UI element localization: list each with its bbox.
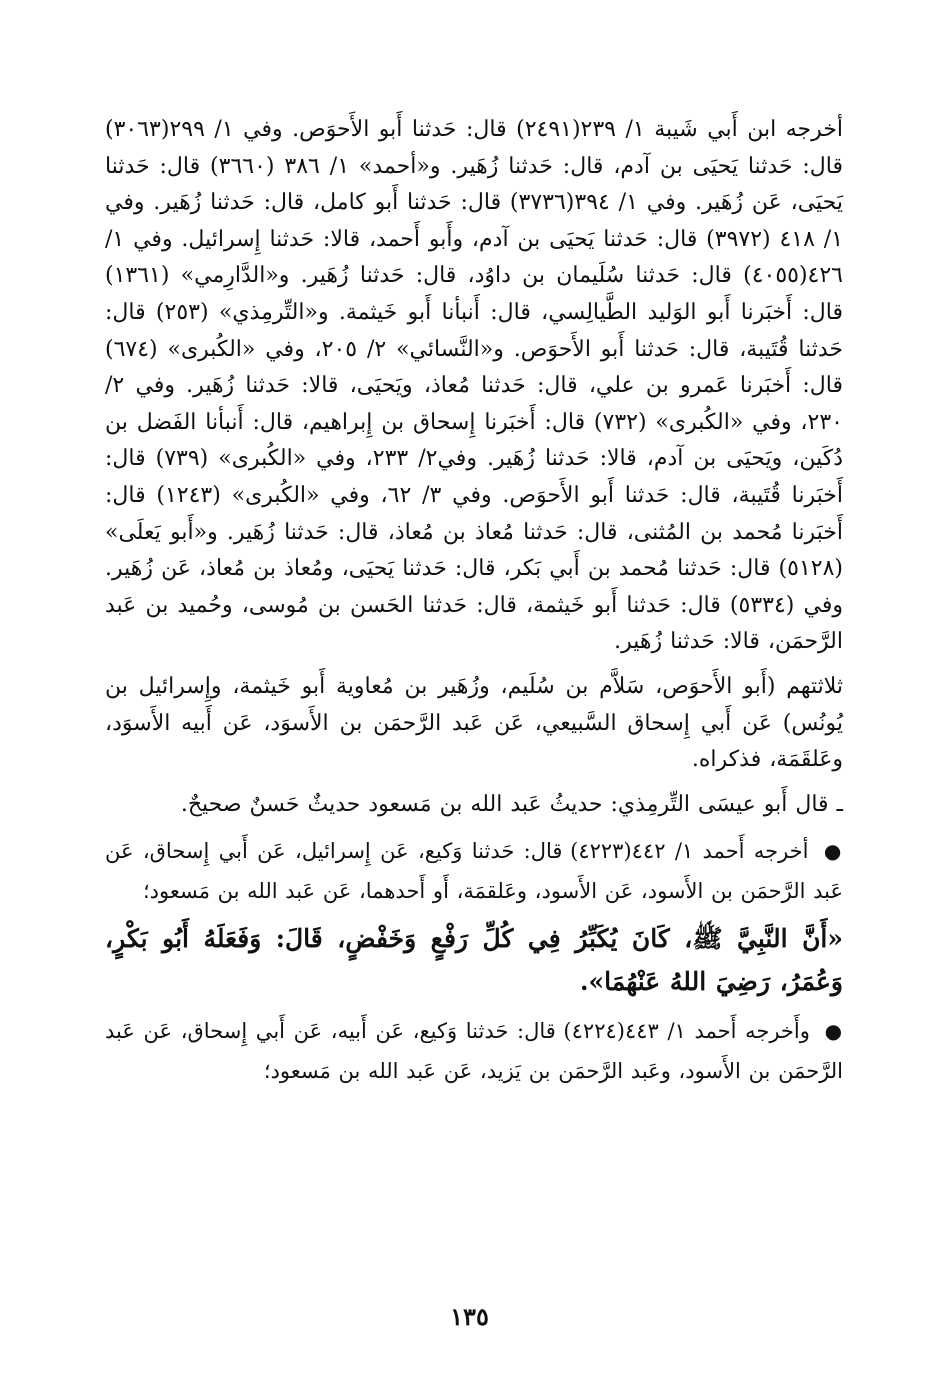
paragraph-text: أخرجه أَحمد ١/ ٤٤٢(٤٢٢٣) قال: حَدثنا وَكيع، عَن إِسرائيل، عَن أَبي إِسحاق، عَن عَبد الرَّحمَن بن الأَسود، عَن الأَسود، وعَلقمَة، أَو أَحدهما، عَن عَبد الله بن مَسعود؛ [105, 839, 843, 904]
paragraph-tirmidhi-hukm [105, 787, 843, 824]
page-number: ١٣٥ [450, 1302, 489, 1331]
bullet-icon: ● [824, 1019, 843, 1044]
paragraph-thalathatuhum [105, 669, 843, 779]
paragraph-takhrij-main [105, 112, 843, 661]
paragraph-text: «أَنَّ النَّبِيَّ ﷺ، كَانَ يُكَبِّرُ فِي كُلِّ رَفْعٍ وَخَفْضٍ، قَالَ: وَفَعَلَهُ أَبُو بَكْرٍ، وَعُمَرُ، رَضِيَ اللهُ عَنْهُمَا». [105, 924, 843, 997]
bullet-icon: ● [823, 839, 843, 864]
paragraph-text: أخرجه ابن أَبي شَيبة ١/ ٢٣٩(٢٤٩١) قال: حَدثنا أَبو الأَحوَص. وفي ١/ ٢٩٩(٣٠٦٣) قال: حَدثنا يَحيَى بن آدم، قال: حَدثنا زُهَير. و«أحمد» ١/ ٣٨٦ (٣٦٦٠) قال: حَدثنا يَحيَى، عَن زُهَير. وفي ١/ ٣٩٤(٣٧٣٦) قال: حَدثنا أَبو كامل، قال: حَدثنا زُهَير. وفي ١/ ٤١٨ (٣٩٧٢) قال: حَدثنا يَحيَى بن آدم، وأَبو أَحمد، قالا: حَدثنا إِسرائيل. وفي ١/ ٤٢٦(٤٠٥٥) قال: حَدثنا سُلَيمان بن داوُد، قال: حَدثنا زُهَير. و«الدَّارِمي» (١٣٦١) قال: أَخبَرنا أَبو الوَليد الطَّيالِسي، قال: أَنبأنا أَبو خَيثمة. و«التِّرمِذي» (٢٥٣) قال: حَدثنا قُتَيبة، قال: حَدثنا أَبو الأَحوَص. و«النَّسائي» ٢/ ٢٠٥، وفي «الكُبرى» (٦٧٤) قال: أَخبَرنا عَمرو بن علي، قال: حَدثنا مُعاذ، ويَحيَى، قالا: حَدثنا زُهَير. وفي ٢/ ٢٣٠، وفي «الكُبرى» (٧٣٢) قال: أَخبَرنا إِسحاق بن إِبراهيم، قال: أَنبأنا الفَضل بن دُكَين، ويَحيَى بن آدم، قالا: حَدثنا زُهَير. وفي٢/ ٢٣٣، وفي «الكُبرى» (٧٣٩) قال: أَخبَرنا قُتَيبة، قال: حَدثنا أَبو الأَحوَص. وفي ٣/ ٦٢، وفي «الكُبرى» (١٢٤٣) قال: أَخبَرنا مُحمد بن المُثنى، قال: حَدثنا مُعاذ بن مُعاذ، قال: حَدثنا زُهَير. و«أَبو يَعلَى» (٥١٢٨) قال: حَدثنا مُحمد بن أَبي بَكر، قال: حَدثنا يَحيَى، ومُعاذ بن مُعاذ، عَن زُهَير. وفي (٥٣٣٤) قال: حَدثنا أَبو خَيثمة، قال: حَدثنا الحَسن بن مُوسى، وحُميد بن عَبد الرَّحمَن، قالا: حَدثنا زُهَير. [105, 117, 844, 655]
paragraph-ahmad-4223 [105, 831, 843, 911]
paragraph-text: ـ قال أَبو عيسَى التِّرمِذي: حديثُ عَبد الله بن مَسعود حديثٌ حَسنٌ صحيحٌ. [180, 791, 843, 817]
paragraph-ahmad-4224 [105, 1011, 843, 1091]
paragraph-matn [105, 917, 843, 1003]
paragraph-text: ثلاثتهم (أَبو الأَحوَص، سَلاَّم بن سُلَيم، وزُهَير بن مُعاوية أَبو خَيثمة، وإِسرائيل بن يُونُس) عَن أَبي إِسحاق السَّبيعي، عَن عَبد الرَّحمَن بن الأَسوَد، عَن أَبيه الأَسوَد، وعَلقَمَة، فذكراه. [105, 673, 843, 773]
paragraph-text: وأَخرجه أَحمد ١/ ٤٤٣(٤٢٢٤) قال: حَدثنا وَكيع، عَن أَبيه، عَن أَبي إِسحاق، عَن عَبد الرَّحمَن بن الأَسود، وعَبد الرَّحمَن بن يَزيد، عَن عَبد الله بن مَسعود؛ [105, 1019, 843, 1084]
page-body [105, 112, 843, 1091]
